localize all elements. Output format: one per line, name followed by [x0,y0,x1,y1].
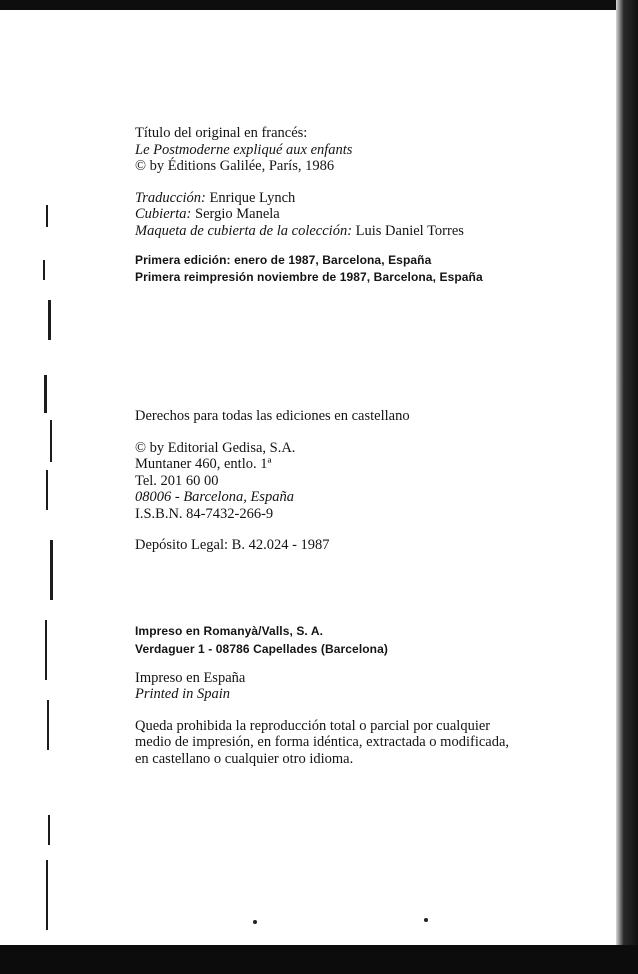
legal-deposit: Depósito Legal: B. 42.024 - 1987 [135,537,330,553]
scan-dot [424,918,428,922]
layout-credit [135,223,575,240]
translation-label: Traducción: [135,189,206,206]
scan-bottom-border [0,945,638,974]
rights-heading-block [135,408,575,425]
printed-in-en: Printed in Spain [135,686,231,702]
scan-top-border [0,0,638,10]
legal-deposit-block [135,537,575,554]
notice-line-1: Queda prohibida la reproducción total o parcial por cualquier [135,717,491,734]
printer-address: Verdaguer 1 - 08786 Capellades (Barcelona) [135,641,388,656]
publisher-phone: Tel. 201 60 00 [135,472,219,489]
rights-heading: Derechos para todas las ediciones en castellano [135,408,410,424]
notice-line-2: medio de impresión, en forma idéntica, extractada o modificada, [135,734,510,750]
isbn: I.S.B.N. 84-7432-266-9 [135,505,274,522]
publisher-street: Muntaner 460, entlo. 1ª [135,456,272,472]
publisher-copyright: © by Editorial Gedisa, S.A. [135,439,296,456]
original-title-block [135,125,575,175]
layout-label: Maqueta de cubierta de la colección: [135,222,353,239]
notice-line-3: en castellano o cualquier otro idioma. [135,750,354,767]
publisher-block [135,440,575,523]
credits-block [135,190,575,240]
first-edition: Primera edición: enero de 1987, Barcelona, España [135,253,432,267]
printer-block [135,622,575,658]
editions-block [135,252,575,286]
notice-block [135,718,575,768]
cover-label: Cubierta: [135,206,192,222]
first-reprint: Primera reimpresión noviembre de 1987, Barcelona, España [135,270,483,284]
layout-value: Luis Daniel Torres [352,222,464,239]
cover-value: Sergio Manela [191,206,280,222]
printed-in-block [135,670,575,703]
cover-credit [135,206,575,223]
publisher-city: 08006 - Barcelona, España [135,489,294,505]
translation-value: Enrique Lynch [205,189,296,206]
scan-right-border [616,0,638,974]
original-title: Le Postmoderne expliqué aux enfants [135,141,353,158]
translation-credit [135,190,575,207]
original-title-label: Título del original en francés: [135,125,308,141]
copyright-page [135,125,575,767]
scan-dot [253,920,257,924]
printed-in-es: Impreso en España [135,669,246,686]
original-copyright: © by Éditions Galilée, París, 1986 [135,158,335,174]
printer-name: Impreso en Romanyà/Valls, S. A. [135,623,324,638]
